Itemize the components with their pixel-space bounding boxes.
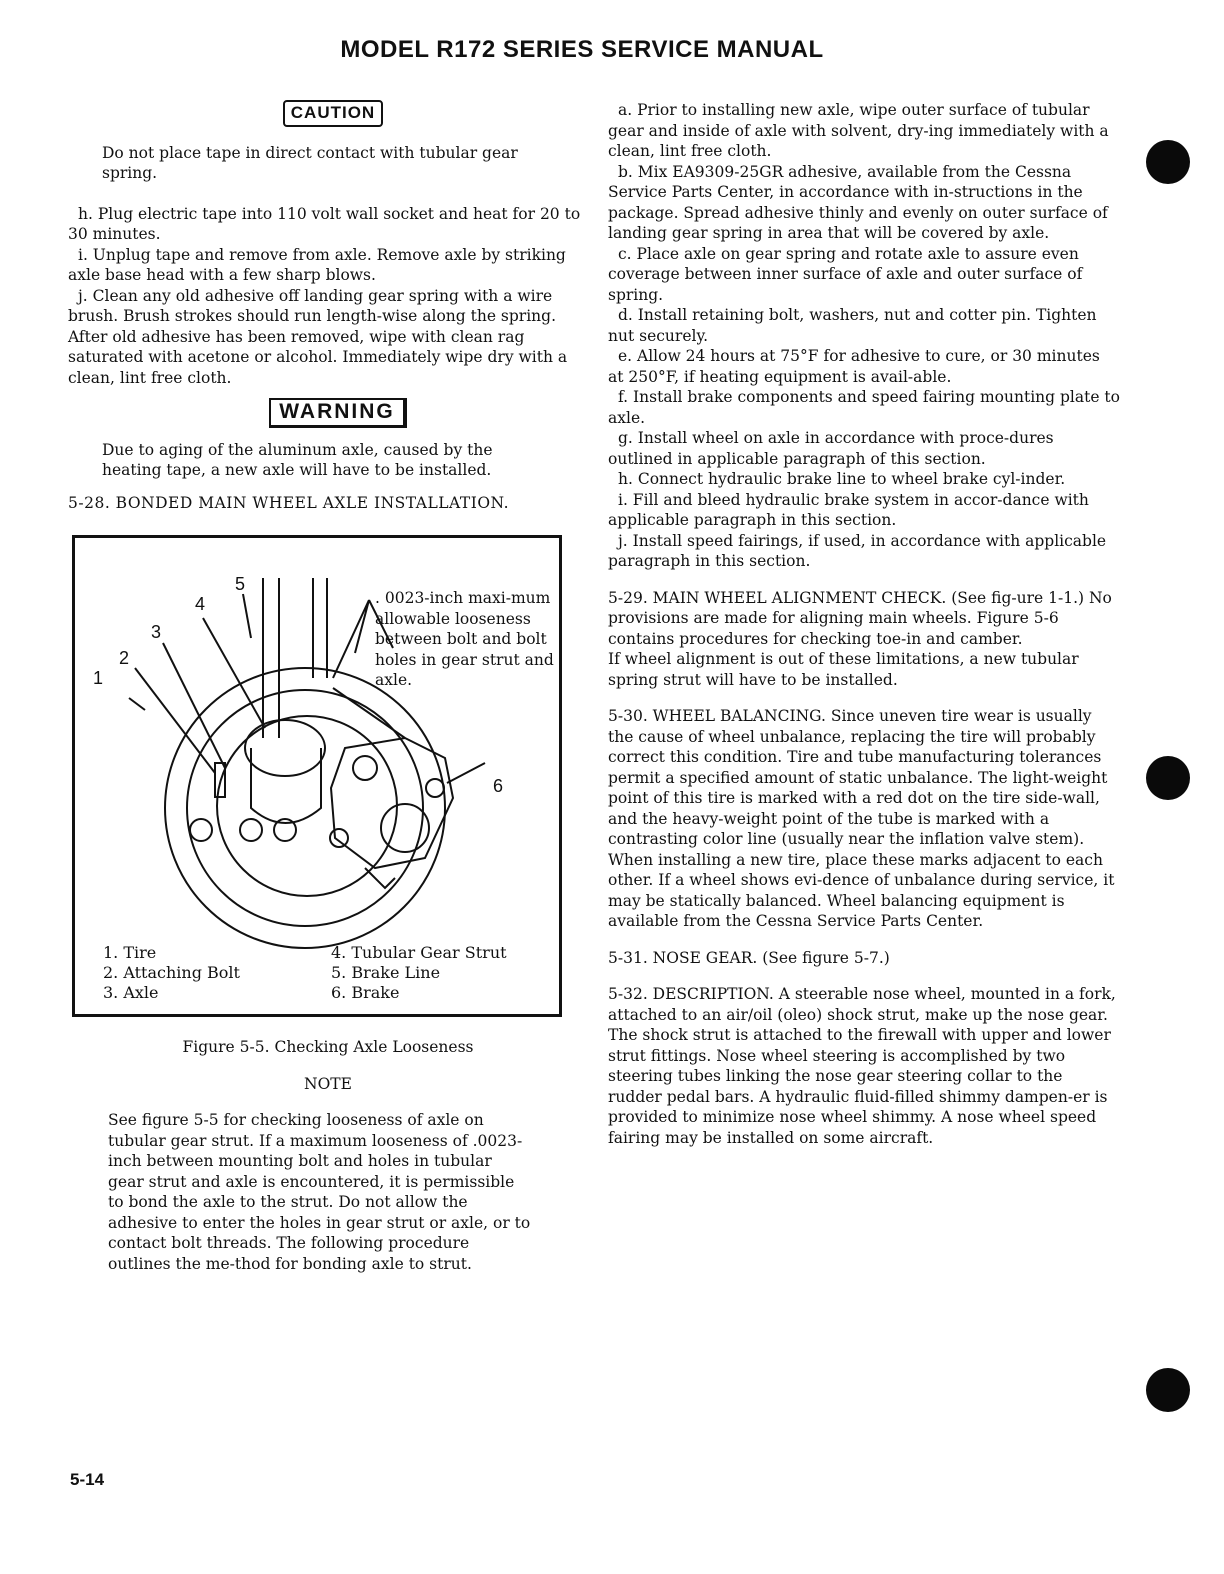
- callout-6: 6: [493, 776, 504, 796]
- warning-text: Due to aging of the aluminum axle, caused by the heating tape, a new axle will have to be installed.: [102, 440, 493, 479]
- figure-caption: Figure 5-5. Checking Axle Looseness: [182, 1038, 474, 1056]
- section-5-32: 5-32. DESCRIPTION. A steerable nose wheel, mounted in a fork, attached to an air/oil (oleo) shock strut, make up the nose gear. The shock strut is attached to the firewall with upper and lower strut fittings. Nose wheel steering is accomplished by two steering tubes linking the nose gear steering collar to the rudder pedal bars. A hydraulic fluid-filled shimmy dampen-er is provided to minimize nose wheel shimmy. A nose wheel speed fairing may be installed on some aircraft.: [608, 985, 1116, 1147]
- legend-item: 2. Attaching Bolt: [103, 963, 240, 982]
- callout-4: 4: [195, 594, 206, 614]
- callout-2: 2: [119, 648, 130, 668]
- note-text: See figure 5-5 for checking looseness of axle on tubular gear strut. If a maximum looseness of .0023-inch between mounting bolt and holes in tubular gear strut and axle is encountered, it is permissible to bond the axle to the strut. Do not allow the adhesive to enter the holes in gear strut or axle, or to contact bolt threads. The following procedure outlines the me-thod for bonding axle to strut.: [108, 1111, 531, 1273]
- right-column: [608, 100, 1120, 1148]
- brake-line: [333, 688, 405, 738]
- caution-label-wrap: [68, 100, 588, 127]
- legend-item: 5. Brake Line: [331, 963, 441, 982]
- legend-item: 4. Tubular Gear Strut: [331, 943, 507, 962]
- legend-item: 3. Axle: [103, 983, 159, 1002]
- step-a: a. Prior to installing new axle, wipe outer surface of tubular gear and inside of axle with solvent, dry-ing immediately with a clean, lint free cloth.: [608, 101, 1109, 160]
- figure-note: . 0023-inch maxi-mum allowable looseness between bolt and bolt holes in gear strut and axle.: [375, 589, 554, 689]
- punch-hole: [1146, 756, 1190, 800]
- step-j-left: j. Clean any old adhesive off landing gear spring with a wire brush. Brush strokes should run length-wise along the spring. After old adhesive has been removed, wipe with clean rag saturated with acetone or alcohol. Immediately wipe dry with a clean, lint free cloth.: [68, 286, 568, 387]
- figure-5-5: [72, 535, 562, 1017]
- step-j: j. Install speed fairings, if used, in accordance with applicable paragraph in this section.: [608, 531, 1107, 570]
- callout-5: 5: [235, 574, 246, 594]
- page-title: MODEL R172 SERIES SERVICE MANUAL: [340, 36, 824, 63]
- tire-outline: [165, 668, 445, 948]
- section-5-29-continued: If wheel alignment is out of these limitations, a new tubular spring strut will have to be installed.: [608, 650, 1079, 689]
- section-5-30: 5-30. WHEEL BALANCING. Since uneven tire wear is usually the cause of wheel unbalance, replacing the tire will probably correct this condition. Tire and tube manufacturing tolerances permit a specified amount of static unbalance. The light-weight point of this tire is marked with a red dot on the tire side-wall, and the heavy-weight point of the tube is marked with a contrasting color line (usually near the inflation valve stem). When installing a new tire, place these marks adjacent to each other. If a wheel shows evi-dence of unbalance during service, it may be statically balanced. Wheel balancing equipment is available from the Cessna Service Parts Center.: [608, 707, 1115, 930]
- step-g: g. Install wheel on axle in accordance with proce-dures outlined in applicable paragraph of this section.: [608, 429, 1054, 468]
- legend-item: 6. Brake: [331, 983, 400, 1002]
- legend-item: 1. Tire: [103, 943, 157, 962]
- note-label: NOTE: [304, 1074, 352, 1093]
- gear-strut: [263, 578, 279, 738]
- section-heading-5-28: 5-28. BONDED MAIN WHEEL AXLE INSTALLATION.: [68, 493, 510, 512]
- caution-label: CAUTION: [283, 100, 383, 127]
- step-i: i. Fill and bleed hydraulic brake system in accor-dance with applicable paragraph in this section.: [608, 490, 1089, 529]
- caution-text: Do not place tape in direct contact with tubular gear spring.: [102, 143, 518, 182]
- warning-label: WARNING: [269, 398, 407, 428]
- callout-1: 1: [93, 668, 104, 688]
- warning-label-wrap: [68, 398, 588, 428]
- section-5-29: 5-29. MAIN WHEEL ALIGNMENT CHECK. (See fig-ure 1-1.) No provisions are made for aligning main wheels. Figure 5-6 contains procedures for checking toe-in and camber.: [608, 588, 1112, 648]
- left-column: [68, 100, 588, 1274]
- step-d: d. Install retaining bolt, washers, nut and cotter pin. Tighten nut securely.: [608, 306, 1097, 345]
- page-number: 5-14: [70, 1470, 105, 1489]
- step-h: h. Connect hydraulic brake line to wheel brake cyl-inder.: [618, 470, 1066, 488]
- section-5-31: 5-31. NOSE GEAR. (See figure 5-7.): [608, 948, 890, 967]
- step-c: c. Place axle on gear spring and rotate axle to assure even coverage between inner surface of axle and outer surface of spring.: [608, 244, 1083, 304]
- step-i-left: i. Unplug tape and remove from axle. Remove axle by striking axle base head with a few sharp blows.: [68, 245, 566, 284]
- callout-3: 3: [151, 622, 162, 642]
- step-f: f. Install brake components and speed fairing mounting plate to axle.: [608, 388, 1120, 427]
- step-e: e. Allow 24 hours at 75°F for adhesive to cure, or 30 minutes at 250°F, if heating equipment is avail-able.: [608, 347, 1100, 386]
- punch-hole: [1146, 1368, 1190, 1412]
- step-b: b. Mix EA9309-25GR adhesive, available from the Cessna Service Parts Center, in accordance with in-structions in the package. Spread adhesive thinly and evenly on outer surface of landing gear spring in area that will be covered by axle.: [608, 162, 1108, 242]
- step-h-left: h. Plug electric tape into 110 volt wall socket and heat for 20 to 30 minutes.: [68, 204, 581, 243]
- punch-hole: [1146, 140, 1190, 184]
